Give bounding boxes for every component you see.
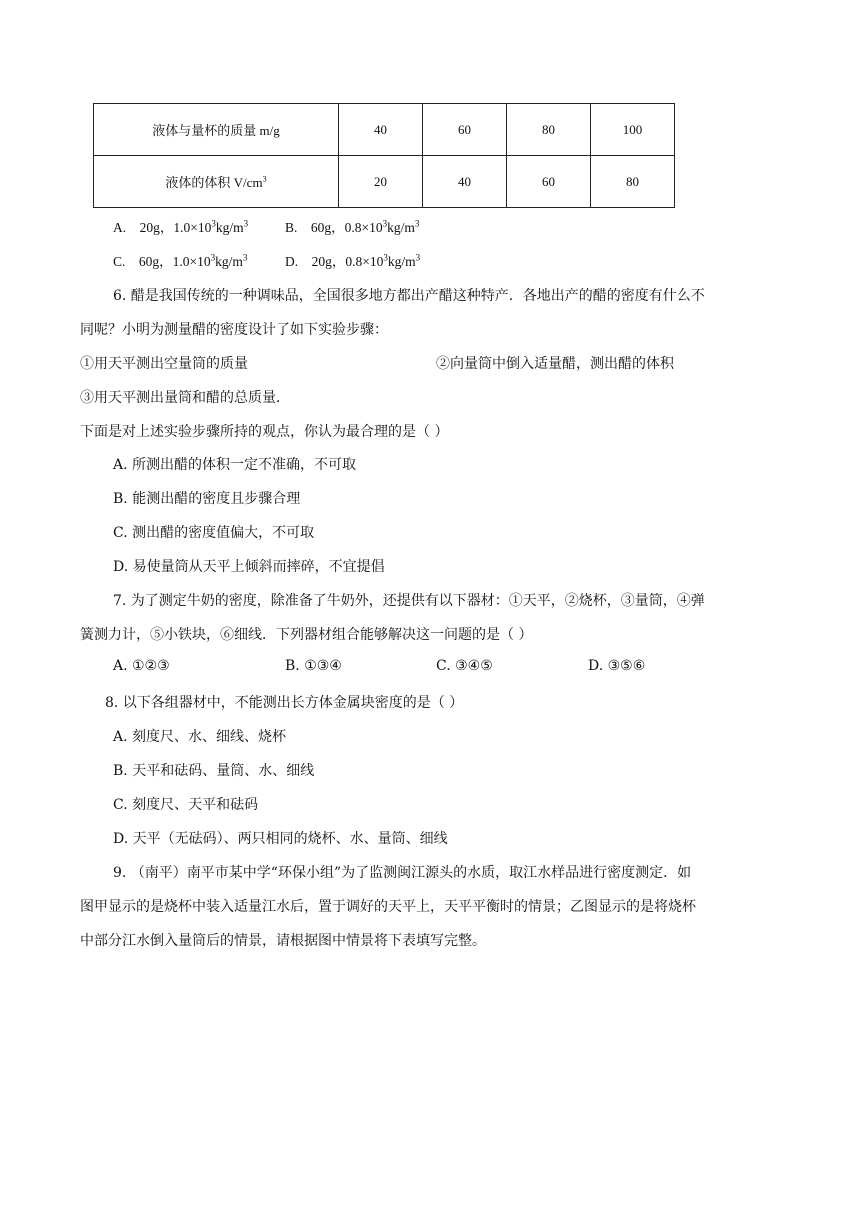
q8-option-c: C. 刻度尺、天平和砝码 (113, 797, 259, 813)
table-cell: 100 (591, 104, 675, 156)
data-table (93, 103, 675, 208)
table-cell: 80 (507, 104, 591, 156)
q8-stem: 8. 以下各组器材中，不能测出长方体金属块密度的是（ ） (105, 695, 464, 711)
table-row (94, 104, 675, 156)
q5-option-c: C. 60g，$1.0\times 10^3kg/m^3$ (113, 252, 248, 269)
q6-option-d: D. 易使量筒从天平上倾斜而摔碎，不宜提倡 (113, 559, 385, 575)
q7-option-c: C. ③④⑤ (436, 658, 493, 674)
table-cell: 60 (423, 104, 507, 156)
q5-option-b: B. 60g，$0.8\times 10^3kg/m^3$ (285, 218, 420, 235)
row-header-volume: 液体的体积 $V/cm^3$ (94, 156, 339, 208)
q8-option-b: B. 天平和砝码、量筒、水、细线 (113, 763, 315, 779)
q6-step-2: ②向量筒中倒入适量醋，测出醋的体积 (436, 356, 674, 372)
table-cell: 20 (339, 156, 423, 208)
table-cell: 60 (507, 156, 591, 208)
q7-stem-line1: 7. 为了测定牛奶的密度，除准备了牛奶外，还提供有以下器材：①天平，②烧杯，③量筒，④弹 (113, 593, 705, 609)
q8-option-a: A. 刻度尺、水、细线、烧杯 (113, 729, 287, 745)
row-header-mass: 液体与量杯的质量 m/g (94, 104, 339, 156)
q9-stem-line2: 图甲显示的是烧杯中装入适量江水后，置于调好的天平上，天平平衡时的情景；乙图显示的是将烧杯 (80, 899, 696, 915)
q6-option-c: C. 测出醋的密度值偏大，不可取 (113, 525, 315, 541)
q5-option-a: A. 20g，$1.0\times 10^3kg/m^3$ (113, 218, 249, 235)
table-cell: 40 (423, 156, 507, 208)
q7-option-a: A. ①②③ (113, 658, 170, 674)
q6-step-3: ③用天平测出量筒和醋的总质量． (80, 390, 290, 406)
q9-stem-line1: 9. （南平）南平市某中学“环保小组”为了监测闽江源头的水质，取江水样品进行密度测定．如 (113, 865, 692, 881)
q7-option-b: B. ①③④ (285, 658, 342, 674)
q6-stem-line2: 同呢？小明为测量醋的密度设计了如下实验步骤： (80, 322, 388, 338)
q6-option-b: B. 能测出醋的密度且步骤合理 (113, 491, 301, 507)
table-row (94, 156, 675, 208)
q6-prompt: 下面是对上述实验步骤所持的观点，你认为最合理的是（ ） (80, 424, 449, 440)
q7-option-d: D. ③⑤⑥ (588, 658, 646, 674)
q6-stem-line1: 6. 醋是我国传统的一种调味品，全国很多地方都出产醋这种特产．各地出产的醋的密度有什么不 (113, 288, 705, 304)
q5-option-d: D. 20g，$0.8\times 10^3kg/m^3$ (285, 252, 421, 269)
q6-option-a: A. 所测出醋的体积一定不准确，不可取 (113, 457, 357, 473)
table-cell: 40 (339, 104, 423, 156)
q8-option-d: D. 天平（无砝码）、两只相同的烧杯、水、量筒、细线 (113, 831, 448, 847)
q9-stem-line3: 中部分江水倒入量筒后的情景，请根据图中情景将下表填写完整。 (80, 933, 486, 949)
q7-stem-line2: 簧测力计，⑤小铁块，⑥细线．下列器材组合能够解决这一问题的是（ ） (80, 627, 533, 643)
q6-step-1: ①用天平测出空量筒的质量 (80, 356, 248, 372)
table-cell: 80 (591, 156, 675, 208)
